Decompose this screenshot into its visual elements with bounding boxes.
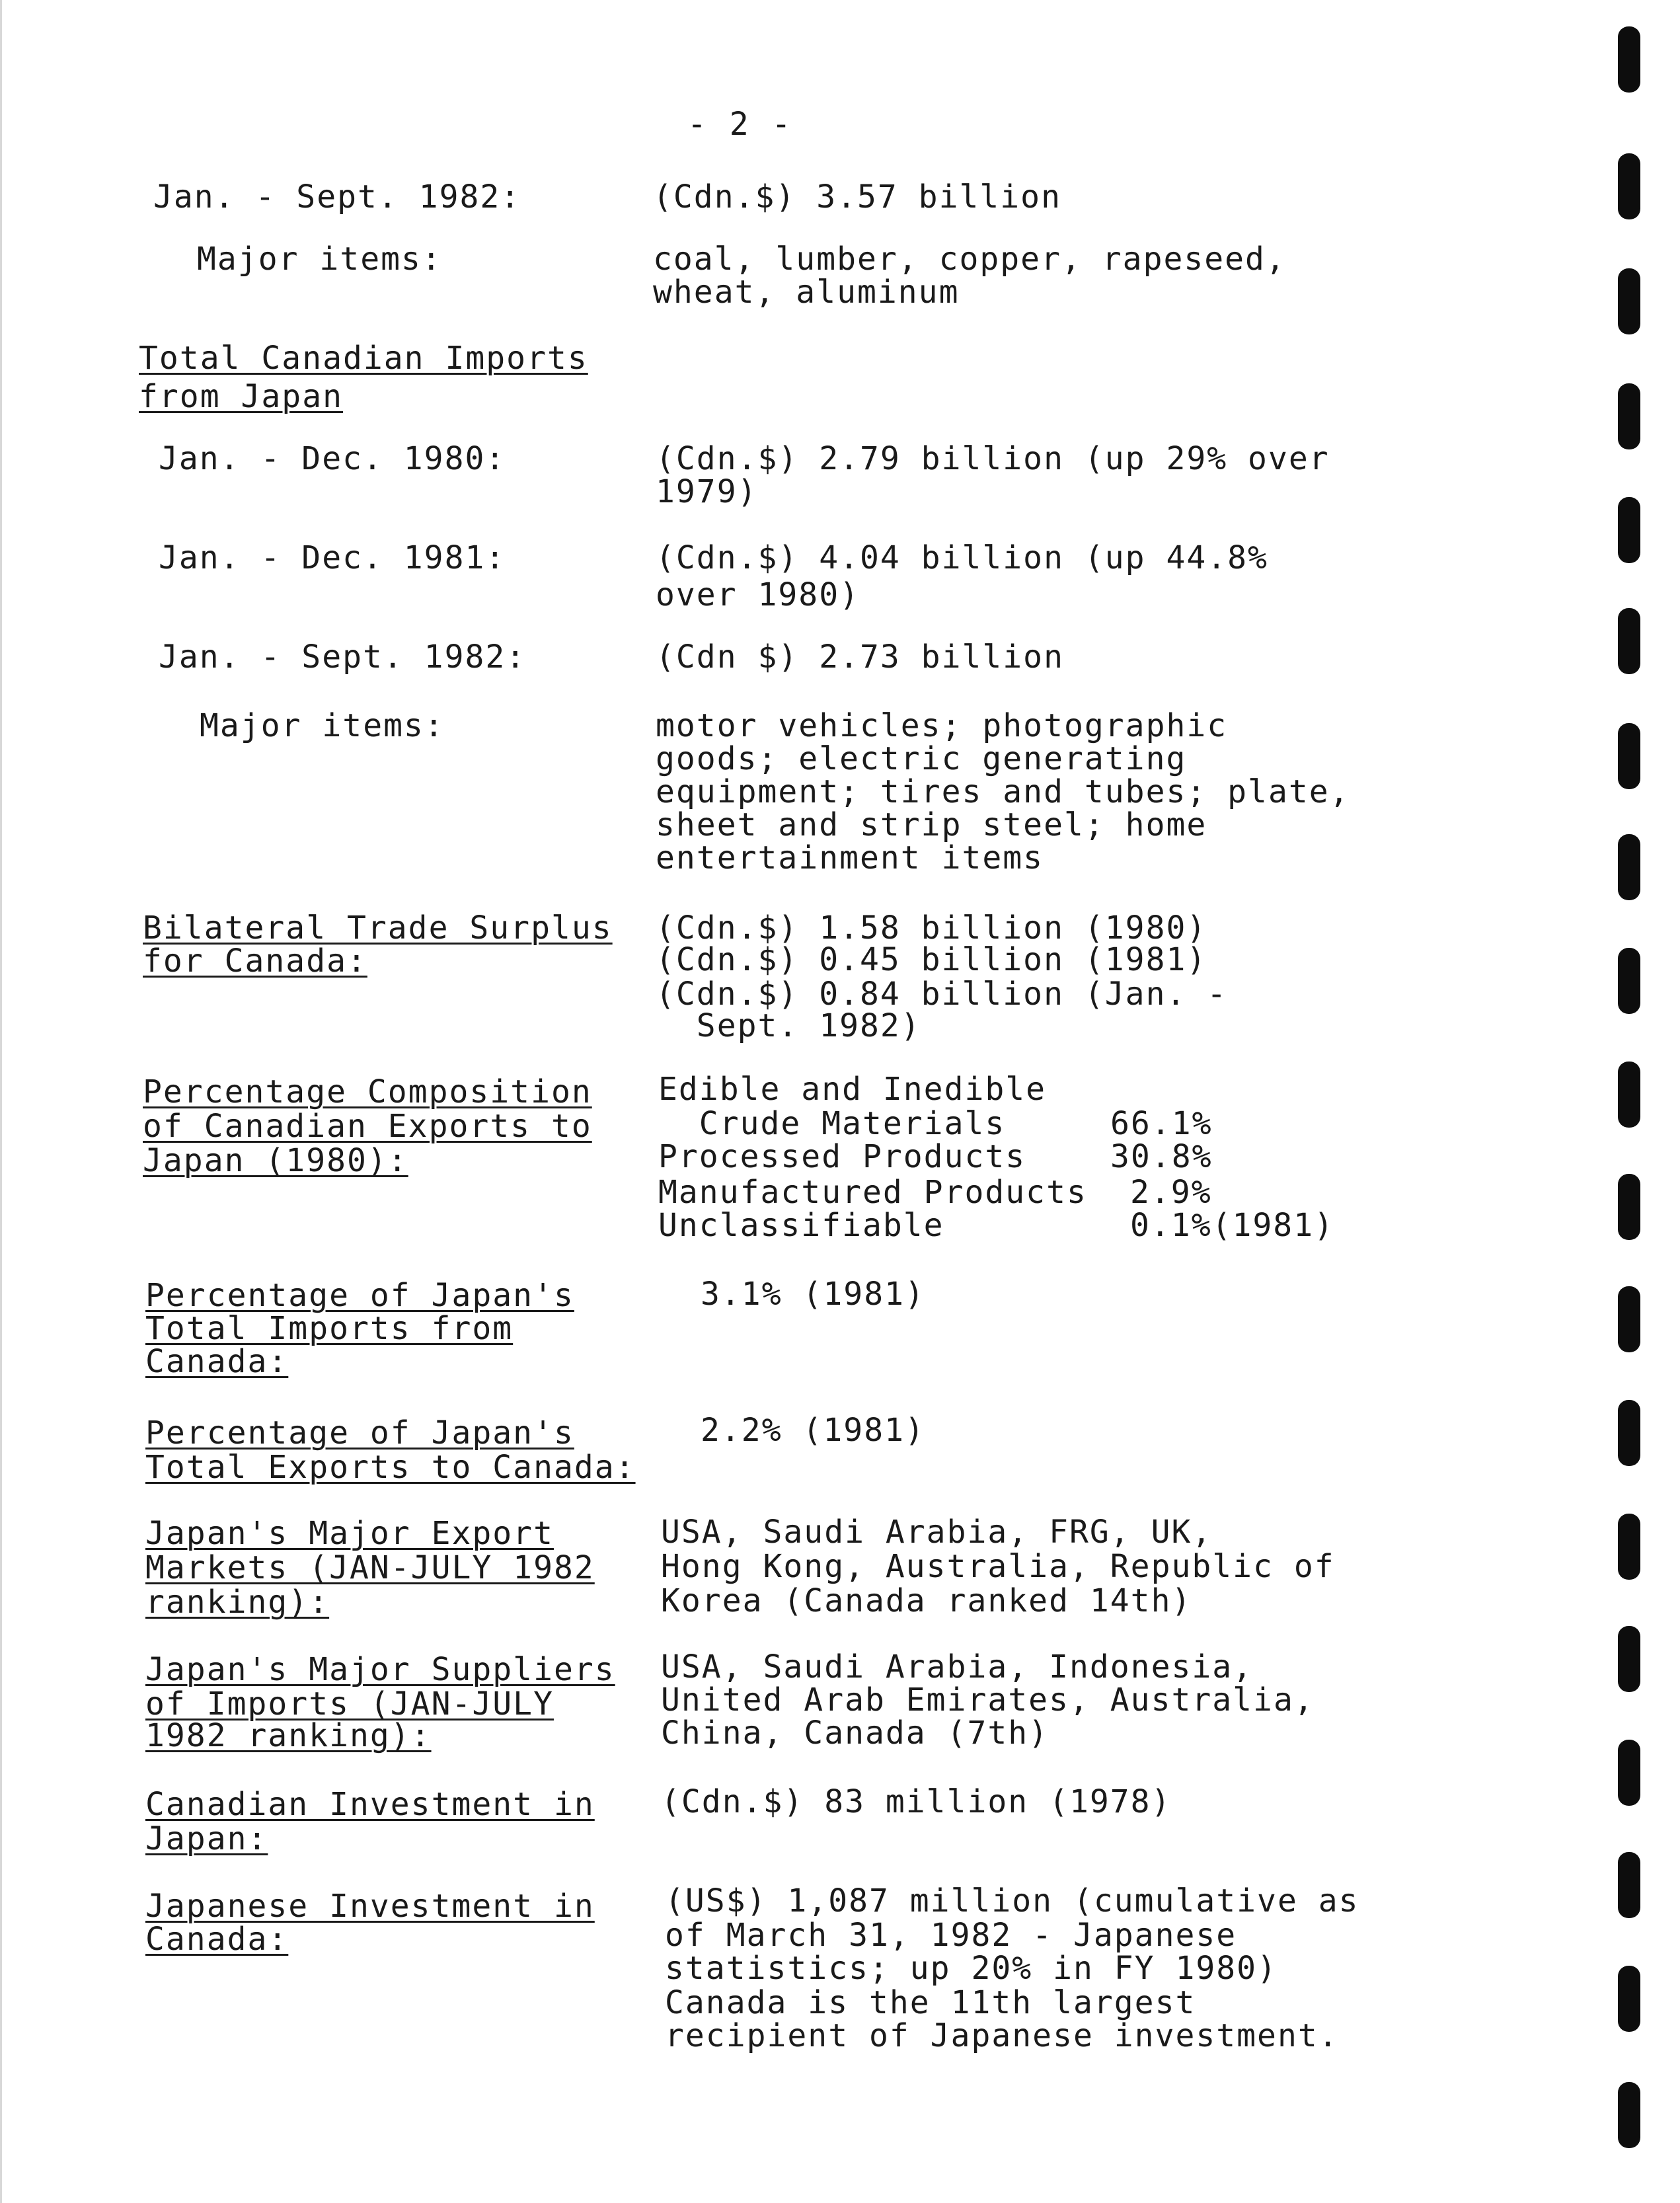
binder-hole-mark xyxy=(1618,1514,1640,1580)
suppliers-heading: Japan's Major Suppliers xyxy=(145,1651,615,1688)
binder-hole-mark xyxy=(1618,153,1640,219)
binder-hole-mark xyxy=(1618,948,1640,1014)
suppliers-value: USA, Saudi Arabia, Indonesia, xyxy=(661,1648,1254,1685)
binder-hole-mark xyxy=(1618,1400,1640,1466)
composition-row-pct: 0.1%(1981) xyxy=(1130,1207,1334,1244)
export-markets-heading: ranking): xyxy=(145,1584,330,1621)
imports-heading: from Japan xyxy=(139,378,343,415)
binder-hole-mark xyxy=(1618,834,1640,900)
suppliers-value: China, Canada (7th) xyxy=(661,1715,1050,1752)
canadian-investment-heading: Japan: xyxy=(145,1820,268,1857)
surplus-value: (Cdn.$) 0.45 billion (1981) xyxy=(656,941,1207,978)
binder-hole-mark xyxy=(1618,1852,1640,1918)
binder-hole-mark xyxy=(1618,1062,1640,1128)
export-markets-heading: Markets (JAN-JULY 1982 xyxy=(145,1549,595,1586)
exports-period-value: (Cdn.$) 3.57 billion xyxy=(653,178,1061,215)
japan-imports-value: 3.1% (1981) xyxy=(701,1276,925,1313)
binder-hole-mark xyxy=(1618,608,1640,674)
composition-row-name: Edible and Inedible xyxy=(658,1071,1047,1108)
composition-heading: of Canadian Exports to xyxy=(143,1108,592,1145)
composition-row-pct: 2.9% xyxy=(1130,1174,1212,1211)
binder-hole-mark xyxy=(1618,268,1640,334)
composition-row-pct: 30.8% xyxy=(1110,1138,1213,1175)
imports-items-line: equipment; tires and tubes; plate, xyxy=(656,773,1350,810)
composition-row-pct: 66.1% xyxy=(1110,1105,1213,1142)
exports-items-line: coal, lumber, copper, rapeseed, xyxy=(653,241,1286,278)
export-markets-value: Hong Kong, Australia, Republic of xyxy=(661,1548,1335,1585)
imports-items-line: goods; electric generating xyxy=(656,740,1187,777)
suppliers-value: United Arab Emirates, Australia, xyxy=(661,1681,1315,1719)
composition-heading: Japan (1980): xyxy=(143,1142,408,1179)
binder-hole-mark xyxy=(1618,383,1640,449)
japanese-investment-heading: Japanese Investment in xyxy=(145,1888,595,1925)
canadian-investment-value: (Cdn.$) 83 million (1978) xyxy=(661,1783,1172,1820)
imports-row-label: Jan. - Dec. 1980: xyxy=(159,440,506,477)
exports-period-label: Jan. - Sept. 1982: xyxy=(153,178,521,215)
imports-items-line: motor vehicles; photographic xyxy=(656,707,1228,744)
surplus-value: Sept. 1982) xyxy=(656,1007,921,1044)
japanese-investment-value: of March 31, 1982 - Japanese xyxy=(665,1917,1237,1954)
japan-exports-value: 2.2% (1981) xyxy=(701,1412,925,1449)
binder-hole-mark xyxy=(1618,1966,1640,2032)
imports-row-value: 1979) xyxy=(656,473,758,510)
japanese-investment-value: recipient of Japanese investment. xyxy=(665,2017,1339,2054)
exports-items-line: wheat, aluminum xyxy=(653,274,960,311)
binder-hole-mark xyxy=(1618,26,1640,93)
suppliers-heading: of Imports (JAN-JULY xyxy=(145,1685,554,1722)
imports-row-value: over 1980) xyxy=(656,576,860,613)
japan-imports-heading: Total Imports from xyxy=(145,1310,514,1347)
suppliers-heading: 1982 ranking): xyxy=(145,1717,432,1754)
japan-imports-heading: Percentage of Japan's xyxy=(145,1277,574,1314)
japan-imports-heading: Canada: xyxy=(145,1343,289,1380)
binder-hole-mark xyxy=(1618,1626,1640,1692)
surplus-value: (Cdn.$) 0.84 billion (Jan. - xyxy=(656,976,1228,1013)
imports-row-value: (Cdn.$) 4.04 billion (up 44.8% xyxy=(656,539,1268,576)
imports-row-label: Jan. - Dec. 1981: xyxy=(159,539,506,576)
page-edge xyxy=(0,0,2,2203)
export-markets-heading: Japan's Major Export xyxy=(145,1515,554,1552)
surplus-heading: for Canada: xyxy=(143,943,367,980)
imports-row-label: Jan. - Sept. 1982: xyxy=(159,638,527,676)
composition-row-name: Crude Materials xyxy=(658,1105,1006,1142)
composition-row-name: Manufactured Products xyxy=(658,1174,1087,1211)
imports-items-line: entertainment items xyxy=(656,839,1044,876)
exports-items-label: Major items: xyxy=(197,241,442,278)
canadian-investment-heading: Canadian Investment in xyxy=(145,1786,595,1823)
composition-row-name: Unclassifiable xyxy=(658,1207,944,1244)
composition-heading: Percentage Composition xyxy=(143,1073,592,1110)
japanese-investment-value: statistics; up 20% in FY 1980) xyxy=(665,1950,1278,1987)
japanese-investment-value: Canada is the 11th largest xyxy=(665,1984,1196,2021)
imports-heading: Total Canadian Imports xyxy=(139,340,588,377)
export-markets-value: Korea (Canada ranked 14th) xyxy=(661,1582,1192,1619)
binder-hole-mark xyxy=(1618,1286,1640,1352)
surplus-value: (Cdn.$) 1.58 billion (1980) xyxy=(656,909,1207,947)
binder-hole-mark xyxy=(1618,2082,1640,2148)
imports-items-label: Major items: xyxy=(200,707,445,744)
binder-hole-mark xyxy=(1618,1174,1640,1240)
imports-row-value: (Cdn.$) 2.79 billion (up 29% over xyxy=(656,440,1330,477)
japan-exports-heading: Percentage of Japan's xyxy=(145,1414,574,1451)
export-markets-value: USA, Saudi Arabia, FRG, UK, xyxy=(661,1514,1213,1551)
japanese-investment-heading: Canada: xyxy=(145,1921,289,1958)
page-number: - 2 - xyxy=(687,106,793,143)
japan-exports-heading: Total Exports to Canada: xyxy=(145,1449,636,1486)
surplus-heading: Bilateral Trade Surplus xyxy=(143,909,613,947)
binder-hole-mark xyxy=(1618,497,1640,563)
imports-row-value: (Cdn $) 2.73 billion xyxy=(656,638,1064,676)
composition-row-name: Processed Products xyxy=(658,1138,1026,1175)
imports-items-line: sheet and strip steel; home xyxy=(656,806,1207,843)
binder-hole-mark xyxy=(1618,723,1640,789)
japanese-investment-value: (US$) 1,087 million (cumulative as xyxy=(665,1882,1359,1919)
binder-hole-mark xyxy=(1618,1740,1640,1806)
